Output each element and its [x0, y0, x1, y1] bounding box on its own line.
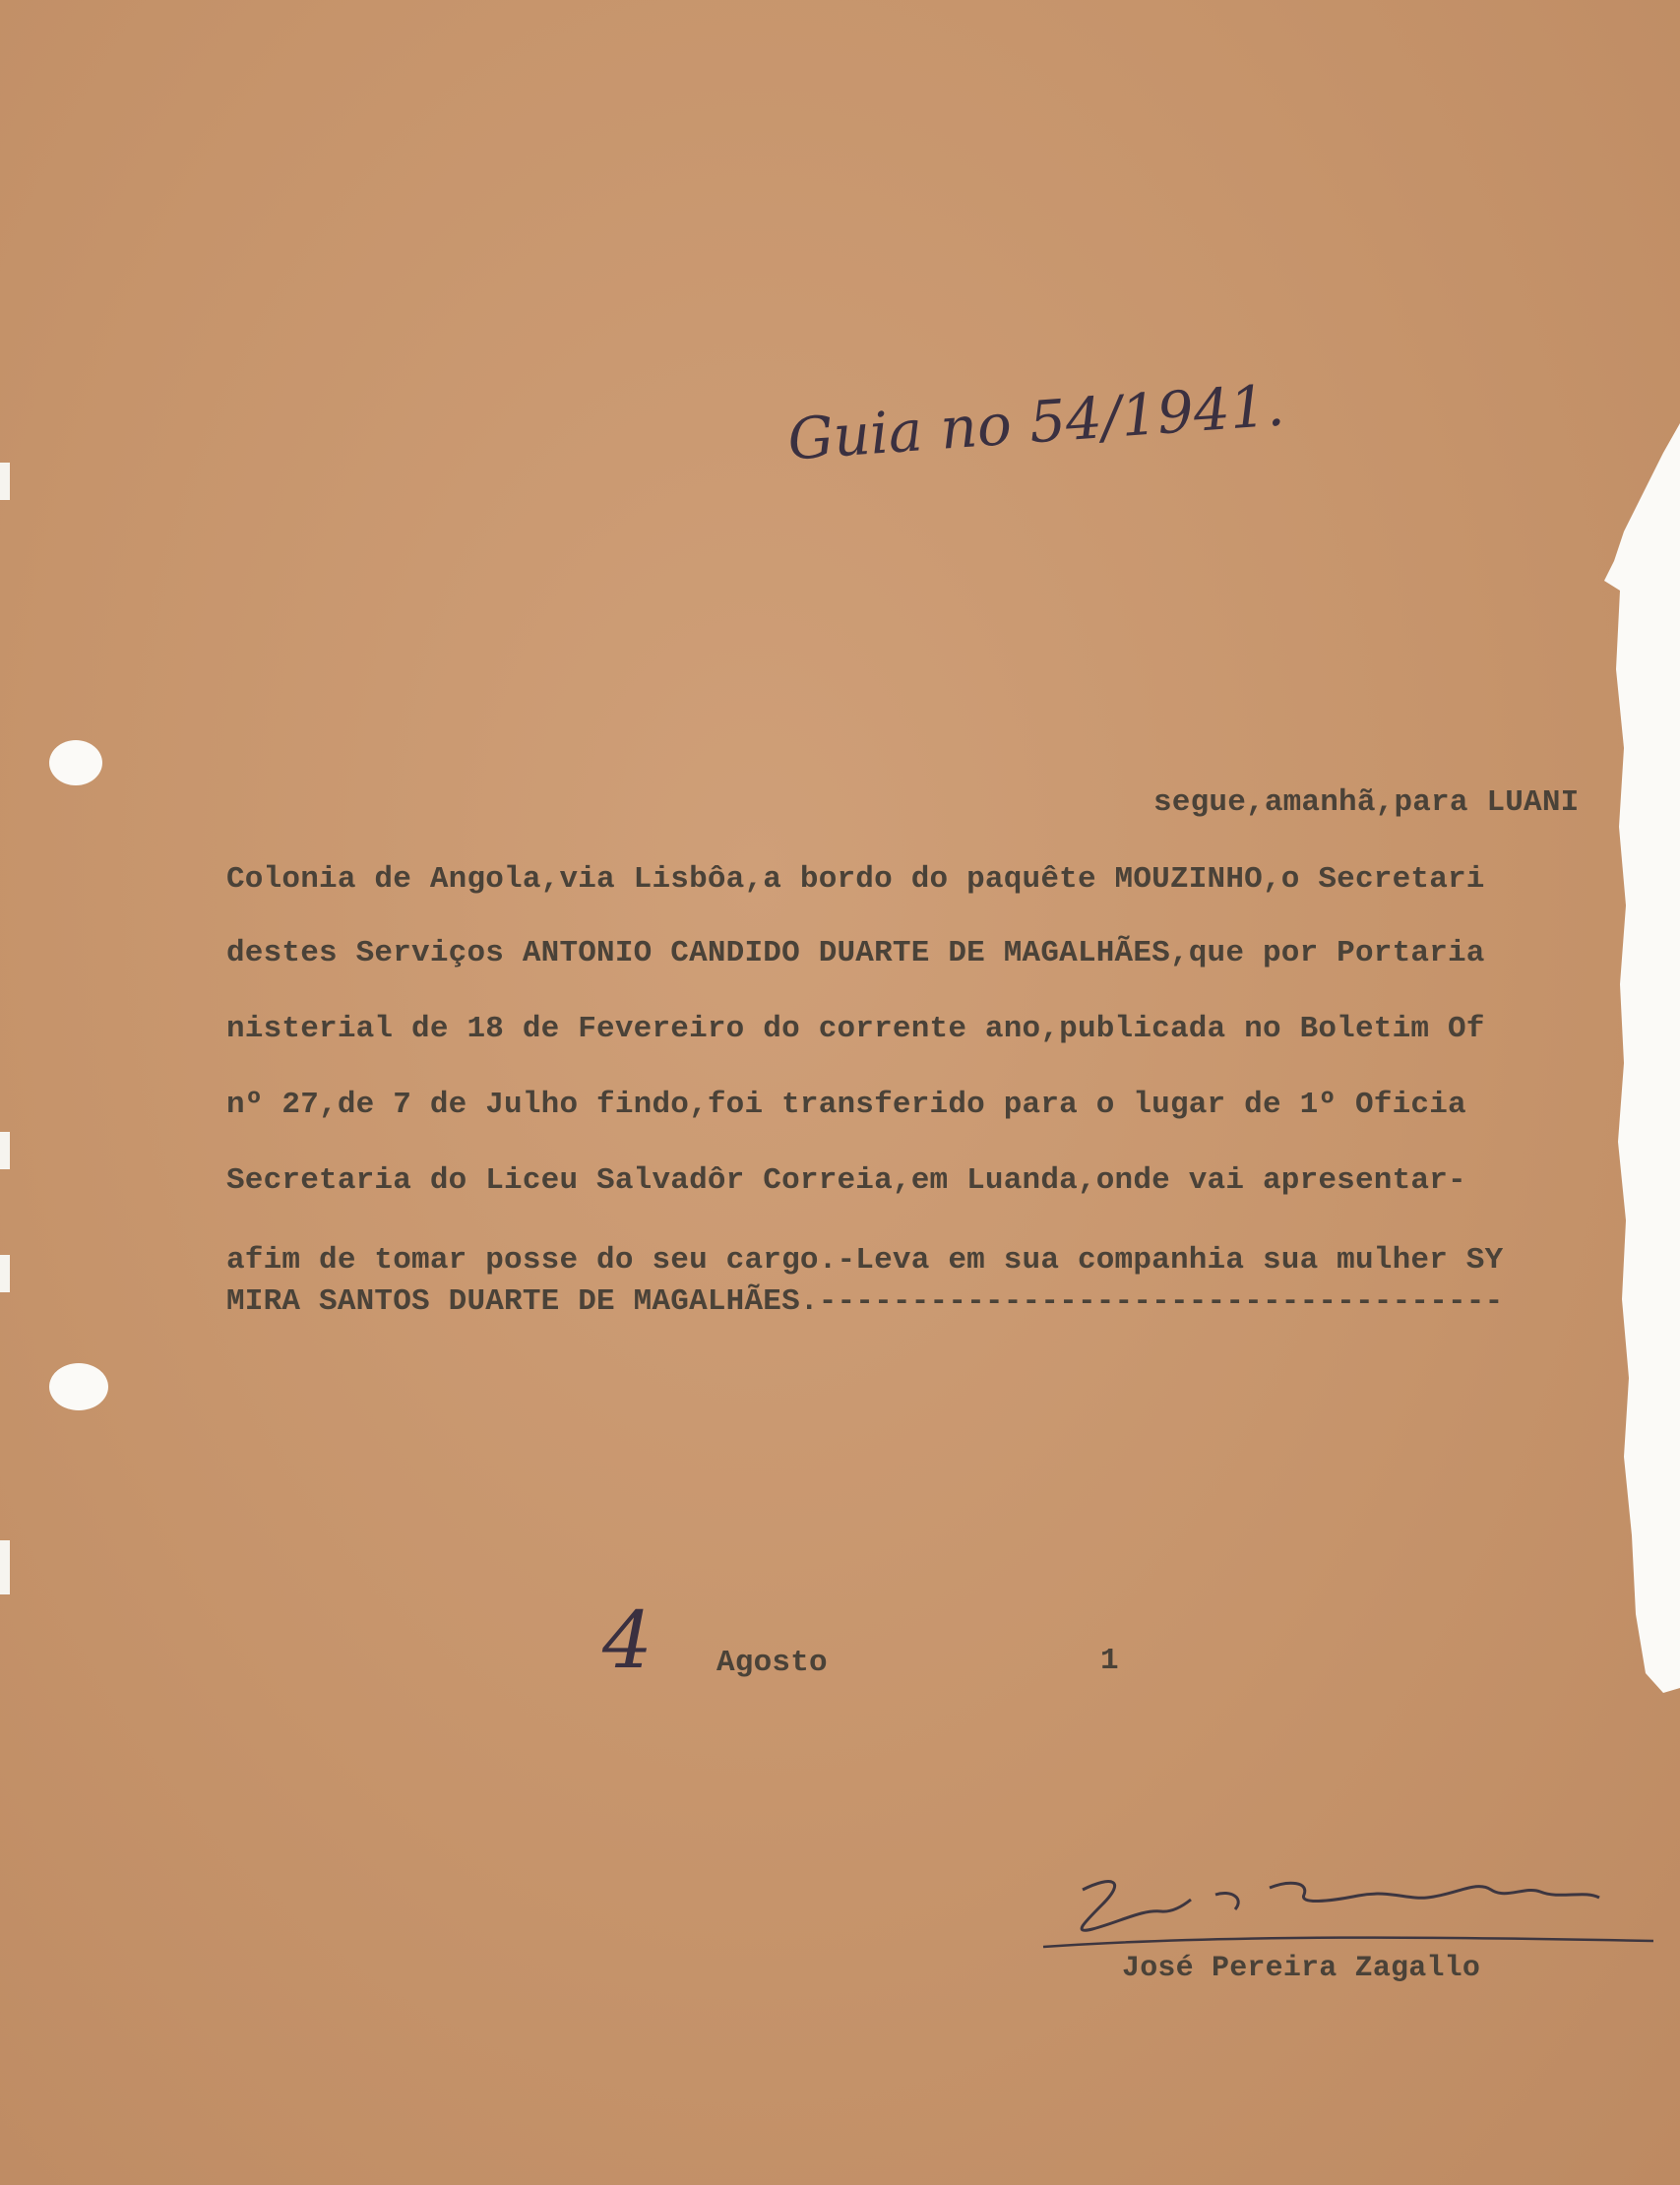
- body-line: Colonia de Angola,via Lisbôa,a bordo do paquête MOUZINHO,o Secretari: [226, 862, 1485, 897]
- guia-handwritten-note: Guia no 54/1941.: [785, 371, 1287, 473]
- body-line: segue,amanhã,para LUANI: [1153, 785, 1580, 820]
- body-line: Secretaria do Liceu Salvadôr Correia,em Luanda,onde vai apresentar-: [226, 1163, 1466, 1198]
- punch-hole: [49, 1363, 108, 1410]
- body-line: destes Serviços ANTONIO CANDIDO DUARTE DE MAGALHÃES,que por Portaria: [226, 936, 1485, 970]
- date-month: Agosto: [716, 1646, 828, 1680]
- edge-mark: [0, 1255, 10, 1292]
- edge-mark: [0, 463, 10, 500]
- edge-mark: [0, 1540, 10, 1594]
- punch-hole: [49, 740, 102, 785]
- signatory-name: José Pereira Zagallo: [1122, 1952, 1481, 1985]
- edge-mark: [0, 1132, 10, 1169]
- body-line: afim de tomar posse do seu cargo.-Leva em sua companhia sua mulher SY: [226, 1243, 1504, 1278]
- body-line: nº 27,de 7 de Julho findo,foi transferido para o lugar de 1º Oficia: [226, 1088, 1466, 1122]
- body-line: nisterial de 18 de Fevereiro do corrente ano,publicada no Boletim Of: [226, 1012, 1485, 1046]
- handwritten-signature: [1033, 1850, 1663, 1959]
- body-line: MIRA SANTOS DUARTE DE MAGALHÃES.-------------------------------------: [226, 1284, 1504, 1319]
- date-year: 1: [1100, 1644, 1119, 1678]
- date-day: 4: [602, 1594, 653, 1686]
